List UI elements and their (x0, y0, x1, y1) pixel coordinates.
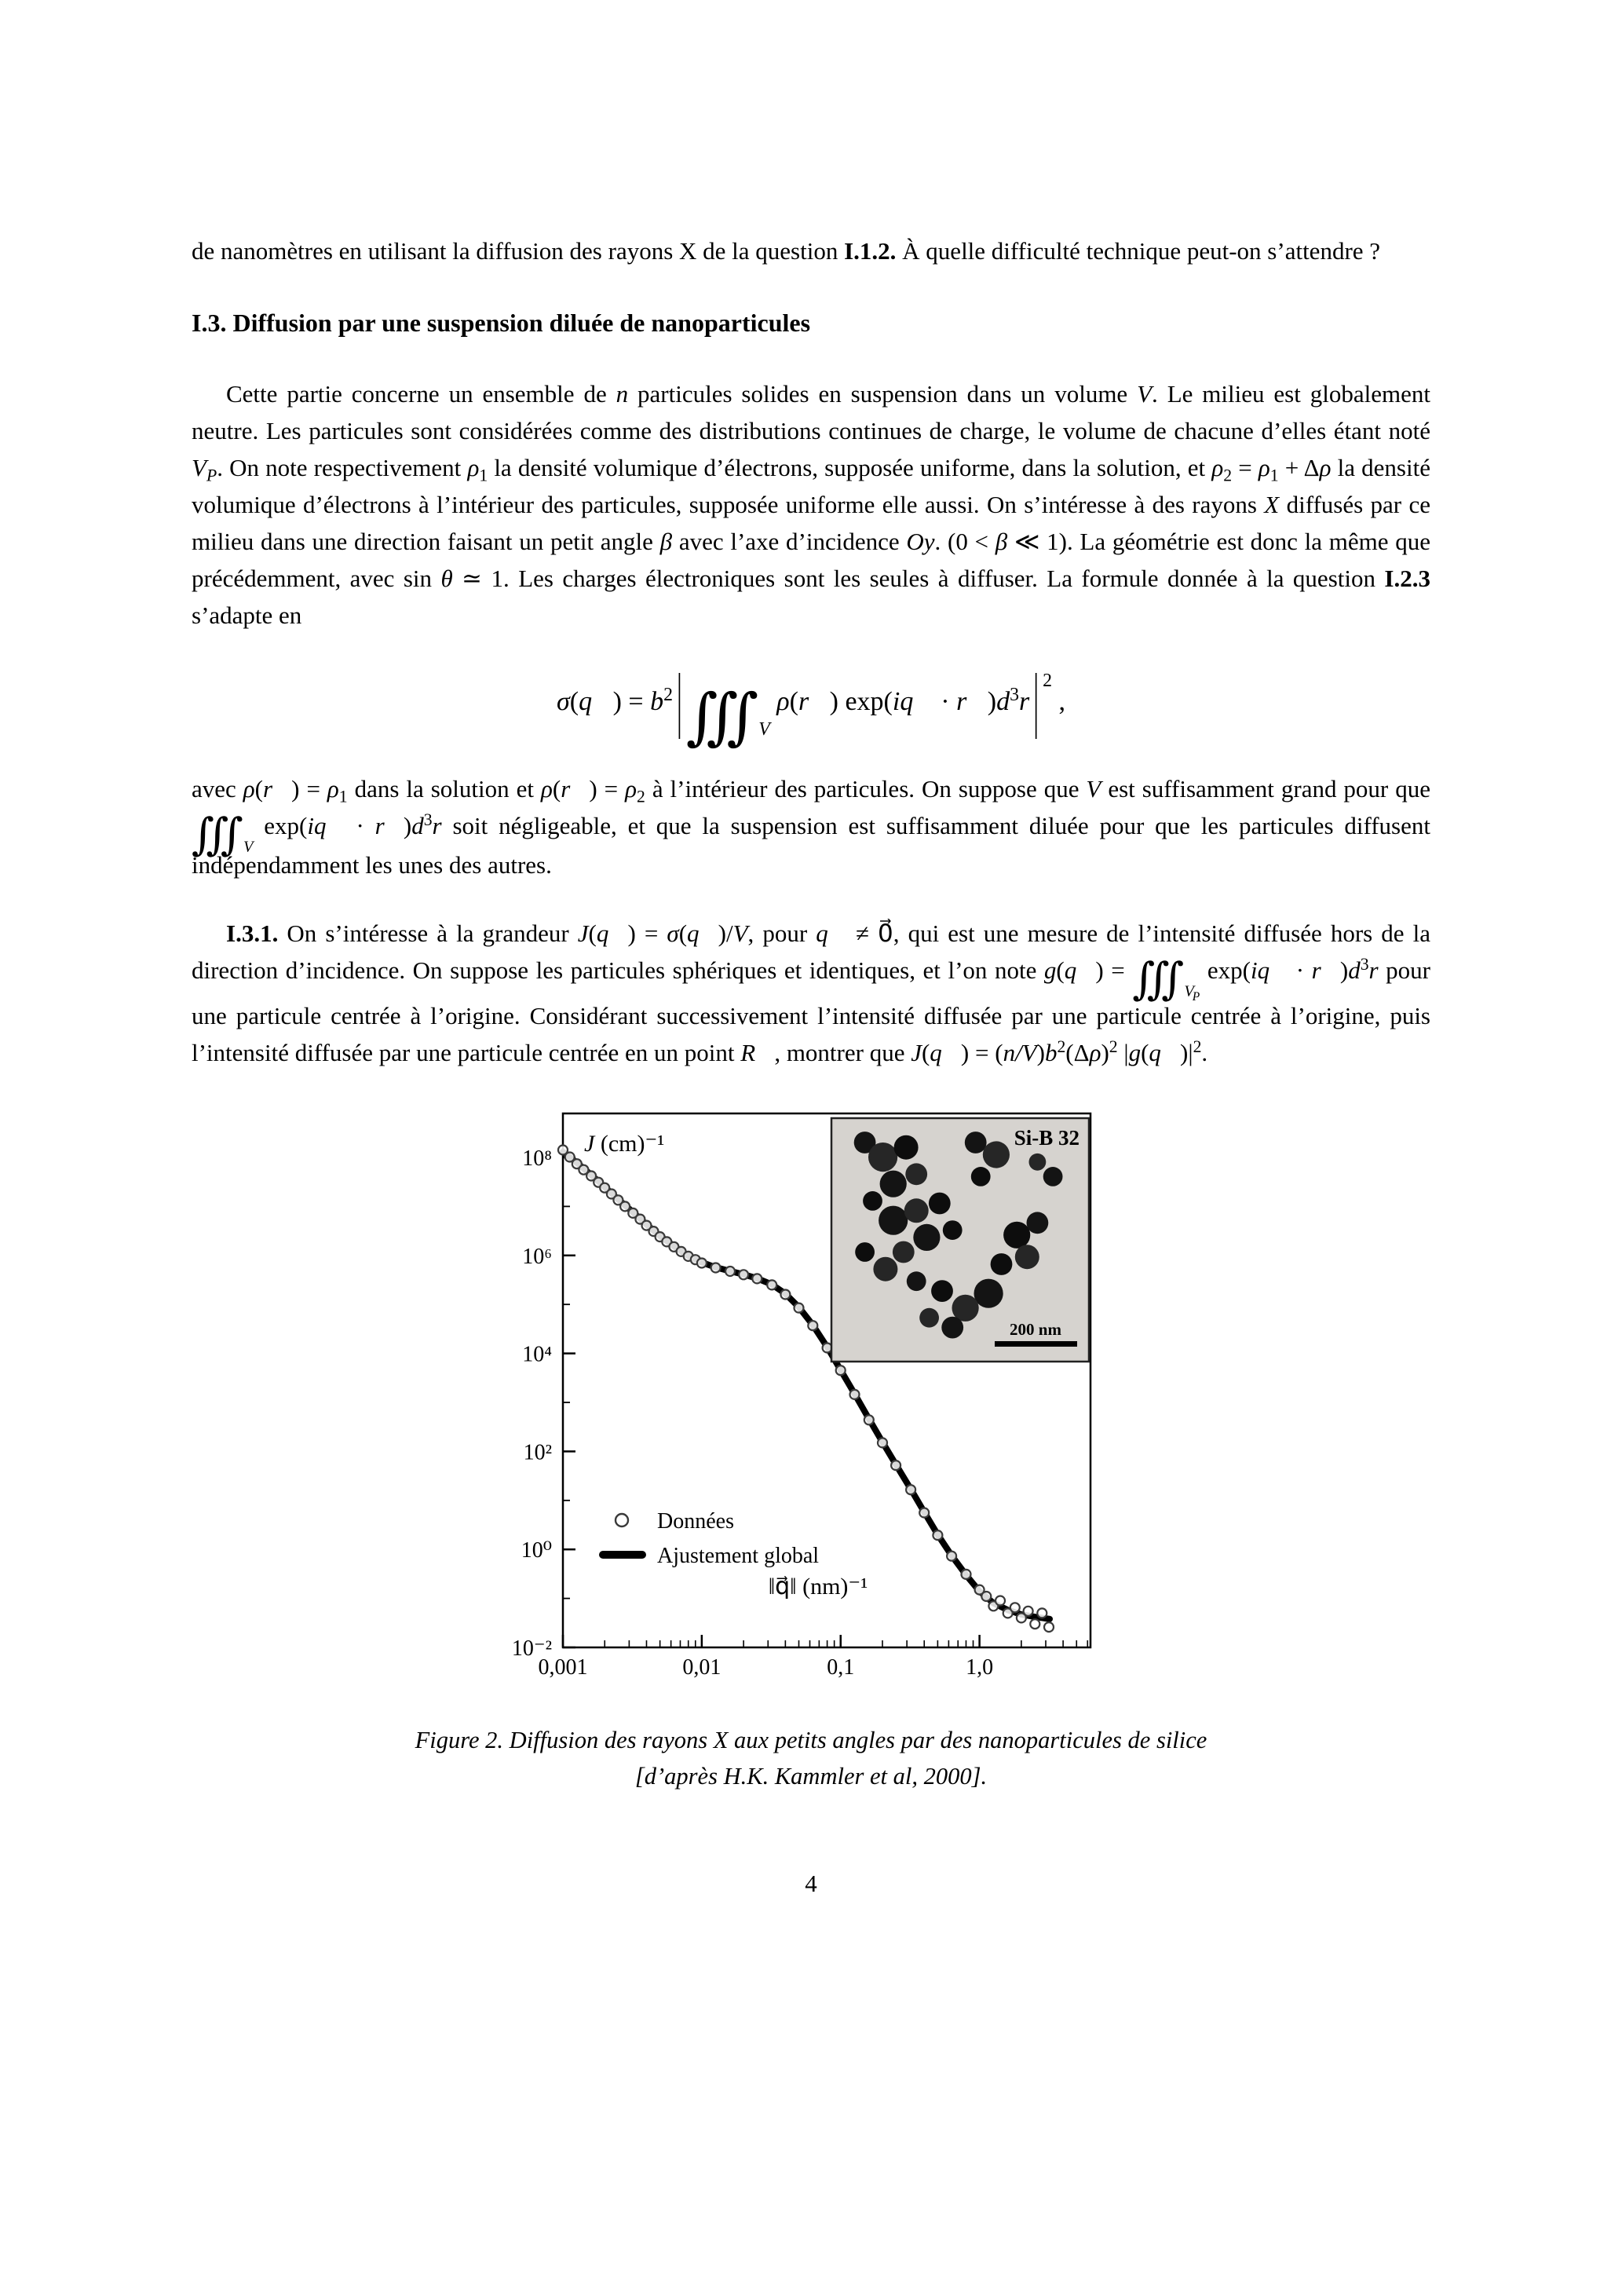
figure-2 (192, 1106, 1430, 1794)
y-axis-tick-label: 10⁴ (522, 1342, 552, 1367)
data-point (711, 1263, 721, 1272)
inset-tem-image (831, 1118, 1089, 1362)
page-number: 4 (805, 1869, 817, 1897)
tem-particle (913, 1223, 940, 1250)
data-point (836, 1366, 846, 1375)
tem-particle (905, 1163, 927, 1185)
y-axis-tick-label: 10⁰ (521, 1537, 552, 1563)
paragraph-body: Cette partie concerne un ensemble de n particules solides en suspension dans un volume V. Le milieu est globalement neutre. Les particules sont considérées comme des distributions continues de charge, le volume de chacune d’elles étant noté $V_P$. On note respectivement $\rho_1$ la densité volumique d’électrons, supposée uniforme, dans la solution, et $\rho_2 = \rho_1 + \Delta\rho$ la densité volumique d’électrons à l’intérieur des particules, supposée uniforme elle aussi. On s’intéresse à des rayons X diffusés par ce milieu dans une direction faisant un petit angle β avec l’axe d’incidence Oy. (0 < β ≪ 1). La géométrie est donc la même que précédemment, avec sin θ ≃ 1. Les charges électroniques sont les seules à diffuser. La formule donnée à la question I.2.3 s’adapte en (192, 380, 1431, 629)
data-point (808, 1321, 817, 1330)
paragraph-intro: de nanomètres en utilisant la diffusion des rayons X de la question I.1.2. À quelle difficulté technique peut-on s’attendre ? (192, 237, 1381, 265)
tem-particle (983, 1141, 1010, 1168)
tem-particle (1027, 1212, 1049, 1234)
data-point (1044, 1622, 1054, 1632)
data-point (697, 1258, 707, 1267)
data-point (767, 1280, 776, 1289)
data-point (1037, 1608, 1047, 1618)
inset-scalebar-label: 200 nm (1010, 1319, 1061, 1339)
tem-particle (904, 1198, 929, 1223)
x-axis-tick-label: 0,01 (682, 1654, 721, 1680)
tem-particle (919, 1307, 939, 1327)
x-axis-tick-label: 1,0 (966, 1654, 994, 1680)
tem-particle (880, 1170, 907, 1197)
tem-particle (971, 1167, 991, 1186)
tem-particle (855, 1242, 875, 1262)
y-axis-tick-label: 10⁸ (522, 1146, 552, 1171)
page-content (192, 0, 1430, 1898)
figure-caption-line1: Figure 2. Diffusion des rayons X aux petits angles par des nanoparticules de silice (415, 1726, 1207, 1753)
tem-particle (991, 1253, 1013, 1275)
legend-circle-marker (616, 1514, 628, 1526)
saxs-chart (480, 1106, 1140, 1691)
tem-particle (863, 1191, 882, 1211)
tem-particle (929, 1192, 951, 1214)
tem-particle (894, 1135, 919, 1159)
tem-particle (931, 1280, 953, 1302)
y-axis-tick-label: 10² (523, 1439, 552, 1464)
data-point (1030, 1619, 1039, 1629)
data-point (739, 1270, 748, 1279)
data-point (947, 1551, 956, 1560)
data-point (1010, 1603, 1020, 1612)
x-axis-tick-label: 0,001 (538, 1654, 588, 1680)
data-point (891, 1461, 901, 1470)
tem-particle (965, 1132, 987, 1153)
data-point (620, 1201, 630, 1211)
tem-particle (879, 1205, 908, 1234)
tem-particle (943, 1220, 963, 1240)
data-point (1024, 1606, 1033, 1615)
data-point (725, 1267, 735, 1276)
paragraph-after-equation: avec ρ(r⃗) = $\rho_1$ dans la solution et ρ(r⃗) = $\rho_2$ à l’intérieur des particules. On suppose que V est suffisamment grand pour que $∭_V$ exp(iq⃗ · $r⃗)d^3r$ soit négligeable, et que la suspension est suffisamment diluée pour que les particules diffusent indépendamment les unes des autres. (192, 774, 1430, 879)
inset-sample-label: Si-B 32 (1014, 1125, 1080, 1150)
y-axis-tick-label: 10⁶ (522, 1244, 552, 1269)
tem-particle (941, 1316, 963, 1338)
figure-caption-line2: [d’après H.K. Kammler et al, 2000]. (634, 1762, 988, 1790)
x-axis-title: ‖q⃗‖ (nm)⁻¹ (768, 1573, 868, 1600)
data-point (919, 1508, 929, 1517)
x-axis-tick-label: 0,1 (827, 1654, 855, 1680)
tem-particle (1029, 1153, 1047, 1170)
tem-particle (868, 1143, 897, 1172)
data-point (933, 1530, 942, 1540)
section-heading-I-3: I.3. Diffusion par une suspension diluée de nanoparticules (192, 309, 811, 337)
data-point (878, 1438, 887, 1447)
y-axis-title: J (cm)⁻¹ (584, 1130, 665, 1157)
legend-fit-label: Ajustement global (657, 1543, 820, 1568)
data-point (850, 1389, 860, 1398)
tem-particle (1015, 1245, 1039, 1269)
data-point (981, 1592, 991, 1601)
data-point (752, 1274, 762, 1283)
tem-particle (974, 1278, 1003, 1307)
tem-particle (1043, 1167, 1063, 1186)
y-axis-tick-label: 10⁻² (511, 1636, 552, 1661)
data-point (795, 1303, 804, 1312)
tem-particle (1003, 1221, 1030, 1248)
data-point (962, 1569, 971, 1578)
data-point (864, 1415, 874, 1424)
data-point (995, 1596, 1005, 1605)
figure-caption (192, 1722, 1430, 1794)
tem-particle (873, 1256, 897, 1281)
tem-particle (907, 1271, 926, 1291)
tem-particle (893, 1241, 915, 1263)
paragraph-question-I-3-1: I.3.1. On s’intéresse à la grandeur J(q⃗) = σ(q⃗)/V, pour q⃗ ≠ 0⃗, qui est une mesure de l’intensité diffusée hors de la direction d’incidence. On suppose les particules sphériques et identiques, et l’on note g(q⃗) = $∭_{VP}$ exp(iq⃗ · $r⃗)d^3r$ pour une particule centrée à l’origine. Considérant successivement l’intensité diffusée par une particule centrée à l’origine, puis l’intensité diffusée par une particule centrée en un point R⃗, montrer que J(q⃗) = $(n/V)b^2(\Delta\rho)^2$ $|g(q⃗)|^2$. (192, 919, 1431, 1066)
legend-data-label: Données (657, 1508, 734, 1534)
equation-sigma: σ(q⃗) = $b^2$ $|∭_V$ ρ(r⃗) exp(iq⃗ · $r⃗)d^3r$ | $^2$ , (557, 661, 1065, 751)
inset-scalebar (995, 1341, 1077, 1347)
data-point (906, 1485, 915, 1494)
data-point (780, 1289, 790, 1299)
